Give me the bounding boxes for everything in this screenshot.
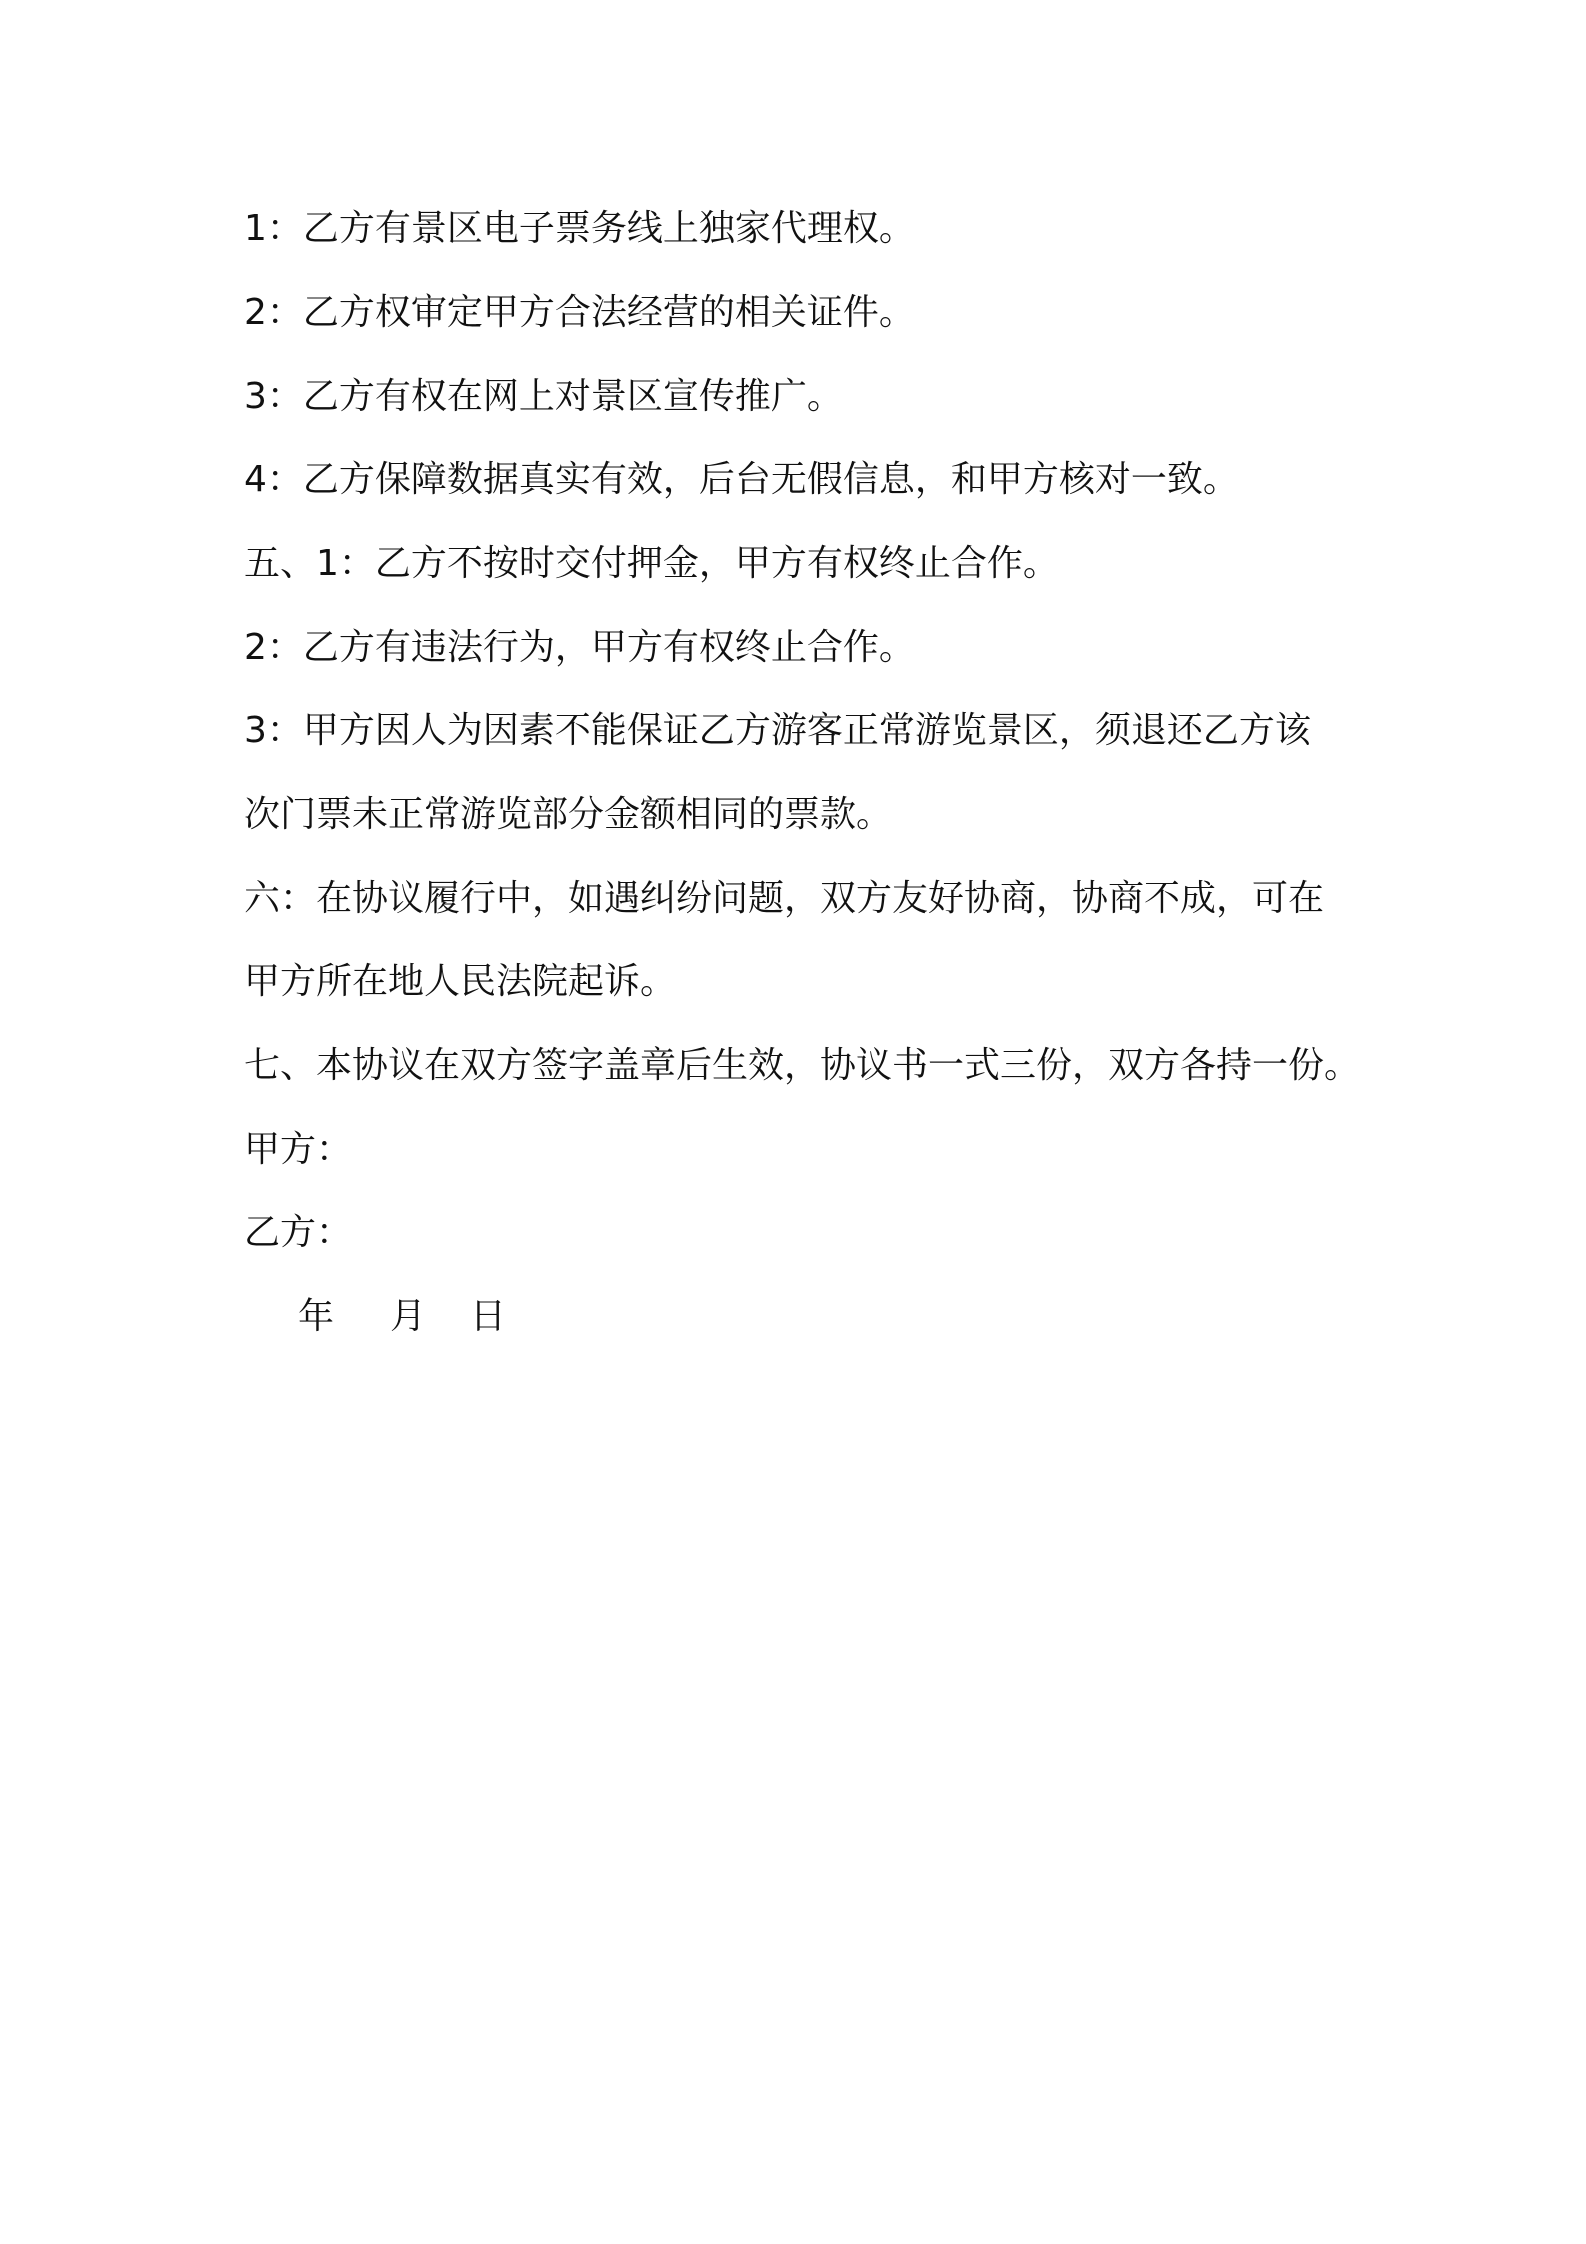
clause-4-item-4: 4：乙方保障数据真实有效，后台无假信息，和甲方核对一致。 bbox=[244, 459, 1239, 500]
date-year: 年 bbox=[298, 1296, 335, 1337]
date-month: 月 bbox=[390, 1296, 427, 1337]
clause-4-item-2: 2：乙方权审定甲方合法经营的相关证件。 bbox=[244, 292, 915, 333]
signature-date bbox=[298, 1293, 538, 1341]
clause-7: 七、本协议在双方签字盖章后生效，协议书一式三份，双方各持一份。 bbox=[244, 1045, 1361, 1086]
clause-5-item-2: 2：乙方有违法行为，甲方有权终止合作。 bbox=[244, 627, 915, 668]
party-a-signature-label: 甲方： bbox=[244, 1129, 353, 1170]
clause-4-item-3: 3：乙方有权在网上对景区宣传推广。 bbox=[244, 376, 843, 417]
clause-6-part-1: 六：在协议履行中，如遇纠纷问题，双方友好协商，协商不成，可在 bbox=[244, 878, 1325, 919]
clause-5-item-1: 五、1：乙方不按时交付押金，甲方有权终止合作。 bbox=[244, 543, 1059, 584]
date-day: 日 bbox=[470, 1296, 507, 1337]
clause-5-item-3-part-2: 次门票未正常游览部分金额相同的票款。 bbox=[244, 794, 893, 835]
clause-6-part-2: 甲方所在地人民法院起诉。 bbox=[244, 961, 677, 1002]
clause-4-item-1: 1：乙方有景区电子票务线上独家代理权。 bbox=[244, 208, 915, 249]
clause-5-item-3-part-1: 3：甲方因人为因素不能保证乙方游客正常游览景区，须退还乙方该 bbox=[244, 710, 1311, 751]
party-b-signature-label: 乙方： bbox=[244, 1212, 353, 1253]
